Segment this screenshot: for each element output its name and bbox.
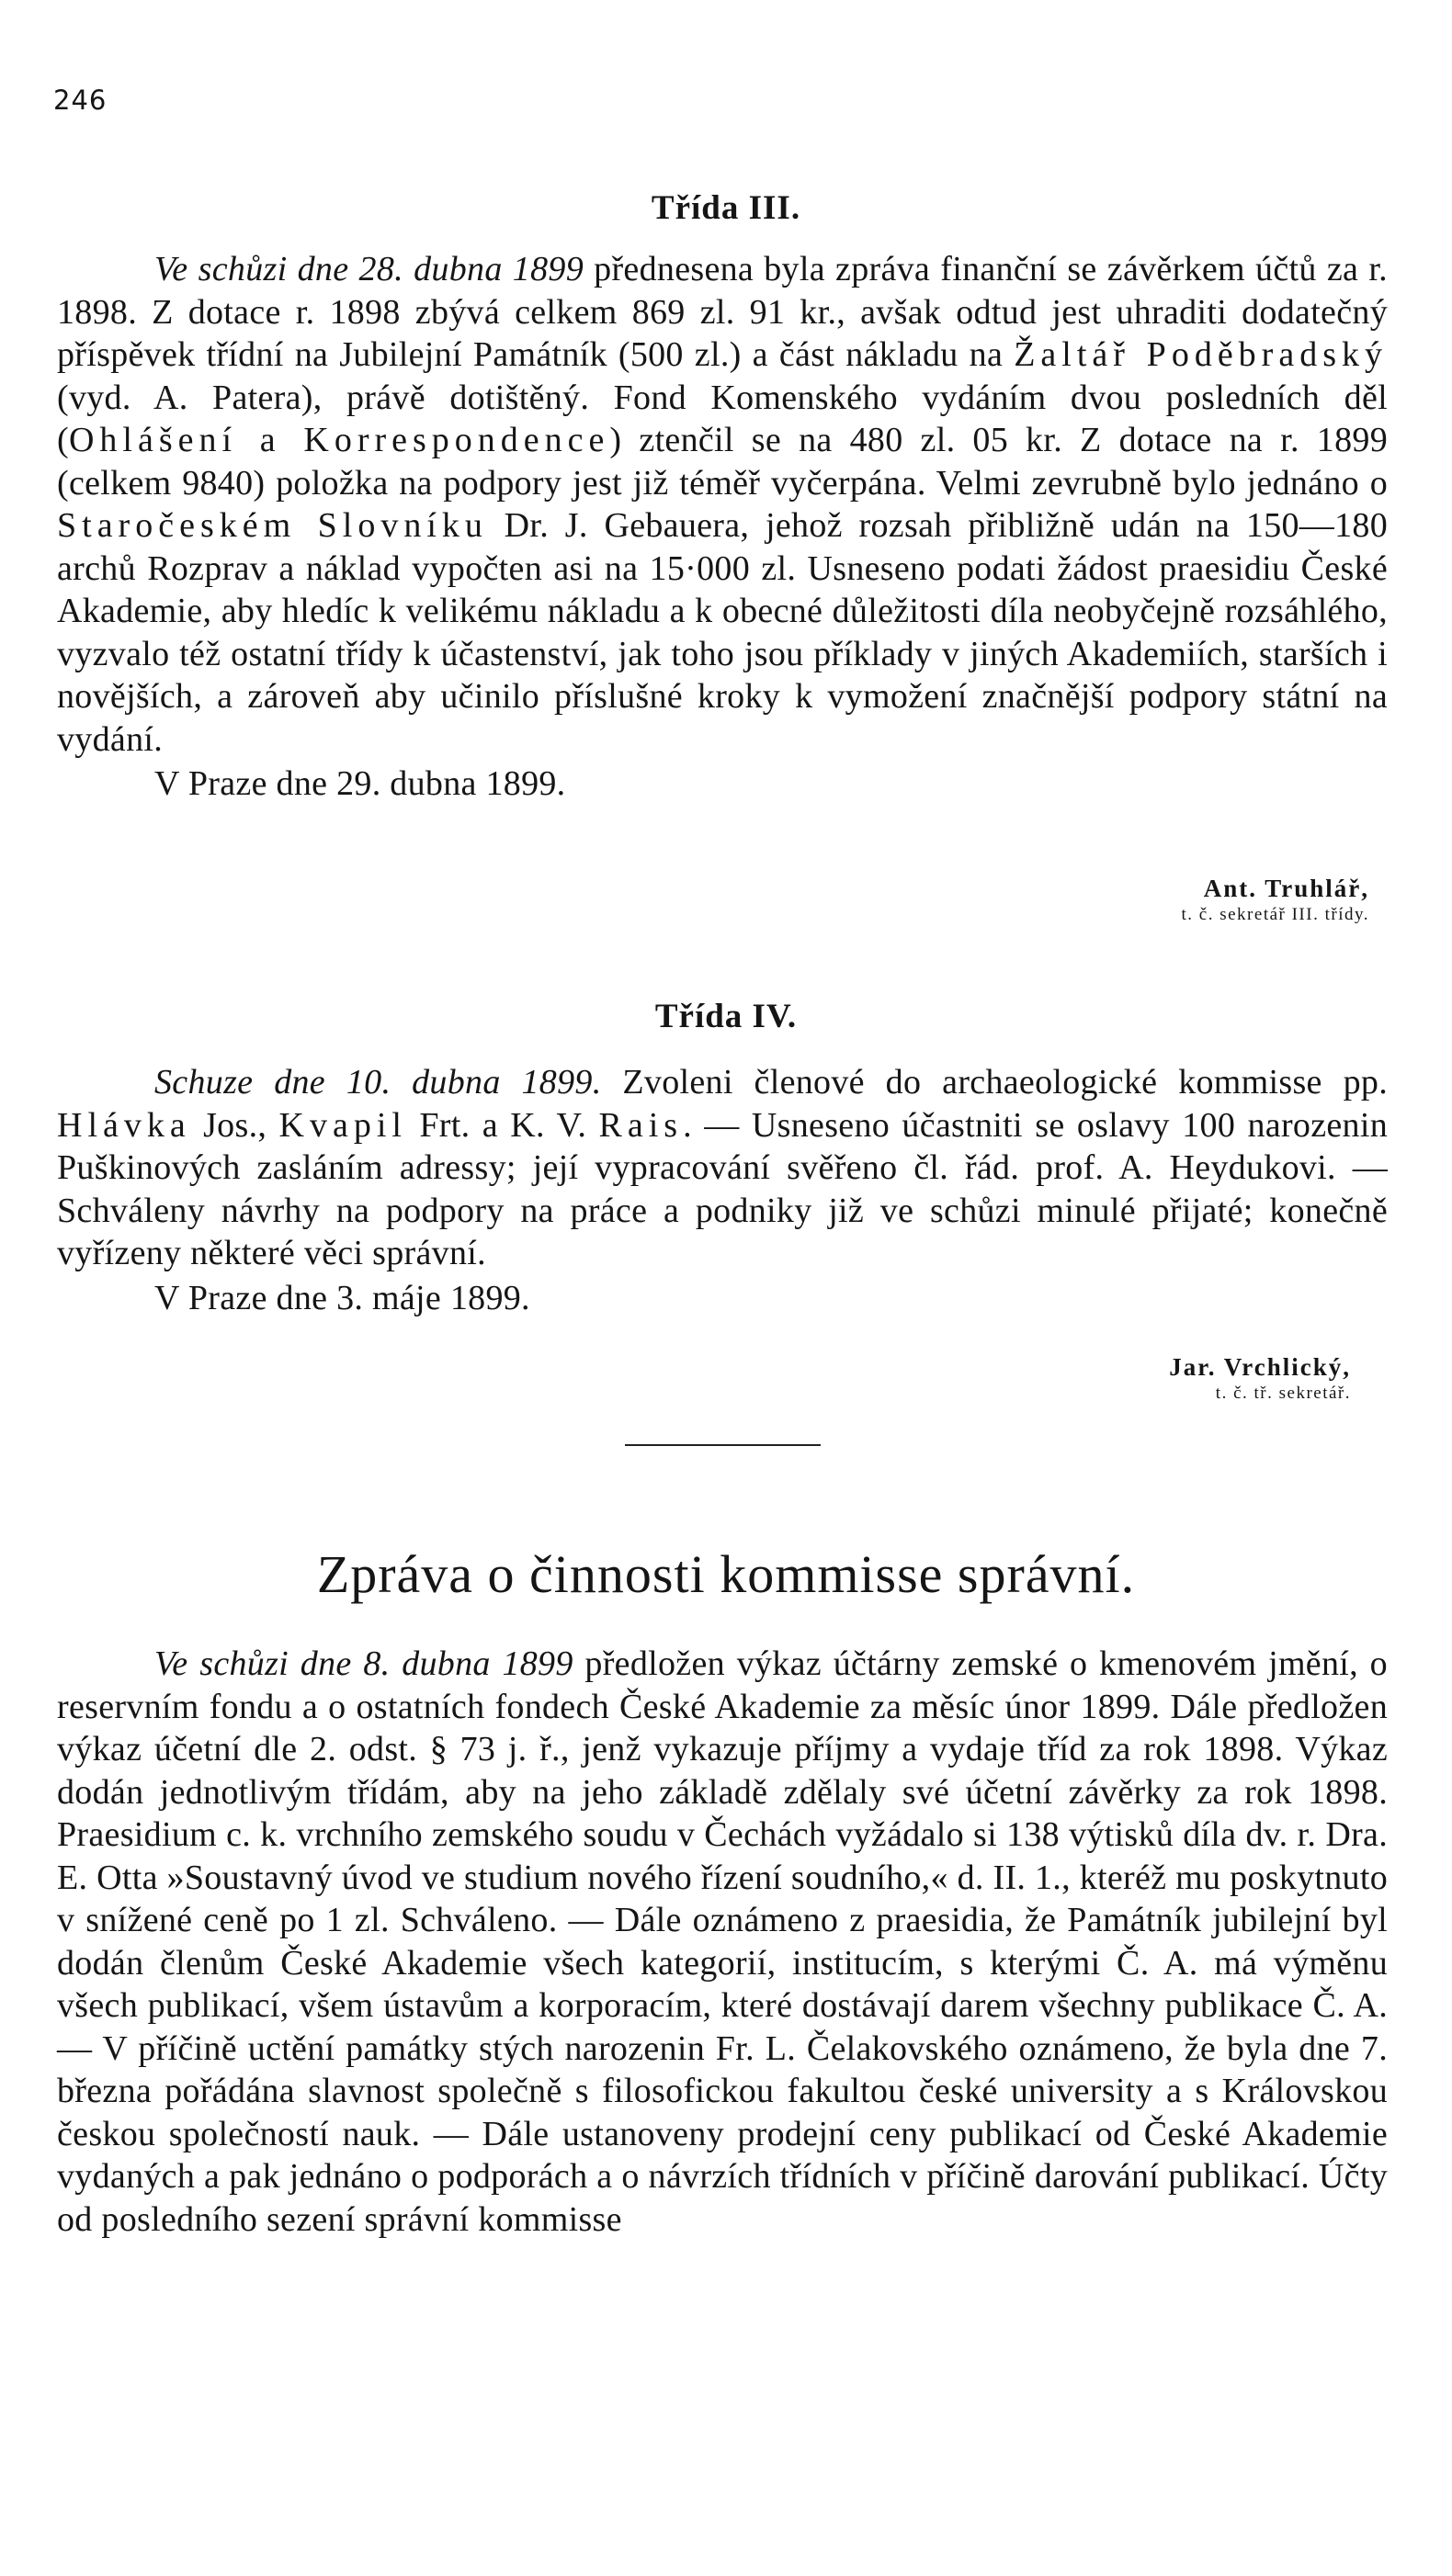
signature-role: t. č. tř. sekretář.	[1215, 1384, 1351, 1403]
spaced-title: Ohlášení a Korrespondence	[68, 421, 610, 459]
signature-name: Jar. Vrchlický,	[1169, 1353, 1351, 1381]
paragraph	[57, 1643, 1388, 2241]
report-administrative-commission	[57, 1643, 1388, 2241]
spaced-name: Kvapil	[278, 1105, 407, 1145]
signature-block	[1182, 875, 1369, 925]
text-run: Zvoleni členové do archaeologické kommisse pp.	[601, 1063, 1388, 1102]
signature-name: Ant. Truhlář,	[1203, 875, 1369, 902]
place-date: V Praze dne 3. máje 1899.	[154, 1278, 530, 1317]
report-title: Zpráva o činnosti kommisse správní.	[316, 1544, 1136, 1604]
text-run: (vyd. A. Patera), právě dotištěný. Fond Komenského vydáním dvou posledních děl (	[57, 378, 1388, 459]
signature-role: t. č. sekretář III. třídy.	[1181, 905, 1369, 924]
signature-block	[1169, 1353, 1351, 1404]
page-number: 246	[53, 85, 108, 116]
text-run: . — Usneseno účastniti se oslavy 100 narozenin Puškinových zasláním adressy; její vypracování svěřeno čl. řád. prof. A. Heydukovi. — Schváleny návrhy na podpory na práce a podniky již ve schůzi minulé přijaté; konečně vyřízeny některé věci správní.	[57, 1105, 1388, 1272]
spaced-title: Staročeském Slovníku	[57, 506, 488, 545]
section-heading-class-iii: Třída III.	[651, 189, 801, 227]
spaced-name: Hlávka	[57, 1105, 191, 1145]
text-run: ) ztenčil se na 480 zl. 05 kr. Z dotace na r. 1899 (celkem 9840) položka na podpory jest již téměř vyčerpána. Velmi zevrubně bylo jednáno o	[57, 421, 1388, 503]
spaced-name: Rais	[598, 1105, 684, 1145]
paragraph	[57, 1061, 1388, 1275]
meeting-date-lead: Schuze dne 10. dubna 1899.	[154, 1063, 602, 1102]
text-run: předložen výkaz účtárny zemské o kmenovém jmění, o reservním fondu a o ostatních fondech České Akademie za měsíc únor 1899. Dále předložen výkaz účetní dle 2. odst. § 73 j. ř., jenž vykazuje příjmy a vydaje tříd za rok 1898. Výkaz dodán jednotlivým třídám, aby na jeho základě zdělaly své účetní závěrky za rok 1898. Praesidium c. k. vrchního zemského soudu v Čechách vyžádalo si 138 výtisků díla dv. r. Dra. E. Otta »Soustavný úvod ve studium nového řízení soudního,« d. II. 1., kteréž mu poskytnuto v snížené ceně po 1 zl. Schváleno. — Dále oznámeno z praesidia, že Památník jubilejní byl dodán členům České Akademie všech kategorií, institucím, s kterými Č. A. má výměnu všech publikací, všem ústavům a korporacím, které dostávají darem všechny publikace Č. A. — V příčině uctění památky stých narozenin Fr. L. Čelakovského oznámeno, že byla dne 7. března pořádána slavnost společně s filosofickou fakultou české university a s Královskou českou společností nauk. — Dále ustanoveny prodejní ceny publikací od České Akademie vydaných a pak jednáno o podporách a o návrzích třídních v příčině darování publikací. Účty od posledního sezení správní kommisse	[57, 1644, 1388, 2239]
place-date: V Praze dne 29. dubna 1899.	[154, 764, 566, 803]
report-class-iv	[57, 1061, 1388, 1319]
spaced-title: Žaltář Poděbradský	[1014, 335, 1388, 374]
section-divider	[625, 1444, 821, 1446]
meeting-date-lead: Ve schůzi dne 28. dubna 1899	[154, 250, 584, 288]
meeting-date-lead: Ve schůzi dne 8. dubna 1899	[154, 1644, 573, 1683]
text-run: Dr. J. Gebauera, jehož rozsah přibližně udán na 150—180 archů Rozprav a náklad vypočten asi na 15·000 zl. Usneseno podati žádost praesidiu České Akademie, aby hledíc k velikému nákladu a k obecné důležitosti díla neobyčejně rozsáhlého, vyzvalo též ostatní třídy k účastenství, jak toho jsou příklady v jiných Akademiích, starších i novějších, a zároveň aby učinilo příslušné kroky k vymožení značnější podpory státní na vydání.	[57, 506, 1388, 759]
text-run: Frt. a K. V.	[406, 1105, 599, 1145]
paragraph	[57, 248, 1388, 761]
report-class-iii	[57, 248, 1388, 806]
section-heading-class-iv: Třída IV.	[654, 998, 798, 1035]
text-run: přednesena byla zpráva finanční se závěrkem účtů za r. 1898. Z dotace r. 1898 zbývá celkem 869 zl. 91 kr., avšak odtud jest uhraditi dodatečný příspěvek třídní na Jubilejní Památník (500 zl.) a část nákladu na	[57, 250, 1388, 374]
text-run: Jos.,	[190, 1105, 279, 1145]
